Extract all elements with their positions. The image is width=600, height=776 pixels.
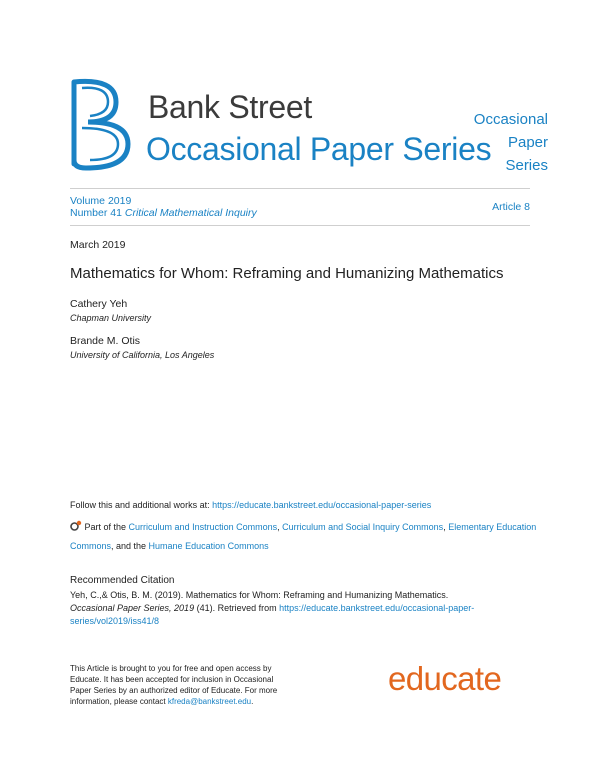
article-number: Article 8 bbox=[492, 201, 530, 213]
educate-logo: educate bbox=[388, 660, 502, 697]
separator: , and the bbox=[111, 541, 149, 551]
author-name: Cathery Yeh bbox=[70, 298, 128, 310]
citation-link[interactable]: https://educate.bankstreet.edu/occasional-paper-series/vol2019/iss41/8 bbox=[70, 603, 475, 626]
side-series-title bbox=[458, 108, 548, 177]
number-link[interactable]: Number 41 bbox=[70, 207, 122, 219]
contact-email-link[interactable]: kfreda@bankstreet.edu bbox=[167, 697, 252, 706]
citation-part: Yeh, C.,& Otis, B. M. (2019). Mathematics for Whom: Reframing and Humanizing Mathematics. bbox=[70, 590, 449, 600]
series-name: Occasional Paper Series bbox=[146, 131, 492, 167]
recommended-citation-heading: Recommended Citation bbox=[70, 575, 175, 586]
author-name: Brande M. Otis bbox=[70, 335, 141, 347]
divider bbox=[70, 225, 530, 226]
volume-link[interactable]: Volume 2019 bbox=[70, 195, 132, 207]
publication-date: March 2019 bbox=[70, 239, 126, 251]
separator: , bbox=[443, 522, 449, 532]
follow-prefix: Follow this and additional works at: bbox=[70, 500, 213, 510]
citation-text bbox=[70, 589, 540, 628]
side-title-line: Series bbox=[505, 157, 548, 174]
follow-line bbox=[70, 500, 431, 510]
bank-street-logo-icon bbox=[68, 72, 136, 172]
part-of-prefix: Part of the bbox=[84, 522, 129, 532]
access-text: This Article is brought to you for free and open access by Educate. It has been accepted for inclusion in Occasional Paper Series by an authorized editor of Educate. For more information, please contact bbox=[70, 664, 278, 706]
follow-link[interactable]: https://educate.bankstreet.edu/occasional-paper-series bbox=[212, 500, 432, 510]
side-title-line: Paper bbox=[507, 134, 548, 151]
separator: , bbox=[277, 522, 283, 532]
brand-name: Bank Street bbox=[148, 89, 312, 125]
commons-link[interactable]: Curriculum and Social Inquiry Commons bbox=[282, 522, 444, 532]
author-affiliation: University of California, Los Angeles bbox=[70, 350, 215, 360]
author-block bbox=[70, 334, 214, 362]
commons-link[interactable]: Humane Education Commons bbox=[148, 541, 269, 551]
issue-title: Critical Mathematical Inquiry bbox=[124, 207, 257, 219]
open-access-notice bbox=[70, 663, 295, 707]
author-affiliation: Chapman University bbox=[70, 313, 152, 323]
side-title-line: Occasional bbox=[473, 111, 548, 128]
paper-title: Mathematics for Whom: Reframing and Humanizing Mathematics bbox=[70, 265, 504, 282]
author-block bbox=[70, 297, 151, 325]
part-of-section bbox=[70, 518, 540, 556]
network-icon bbox=[70, 520, 82, 532]
access-end: . bbox=[251, 697, 254, 706]
citation-journal: Occasional Paper Series, 2019 bbox=[70, 603, 195, 613]
issue-info bbox=[70, 195, 257, 219]
commons-link[interactable]: Curriculum and Instruction Commons bbox=[128, 522, 278, 532]
divider bbox=[70, 188, 530, 189]
commons-link[interactable]: Elementary Education Commons bbox=[70, 522, 537, 551]
citation-part: (41). Retrieved from bbox=[194, 603, 280, 613]
